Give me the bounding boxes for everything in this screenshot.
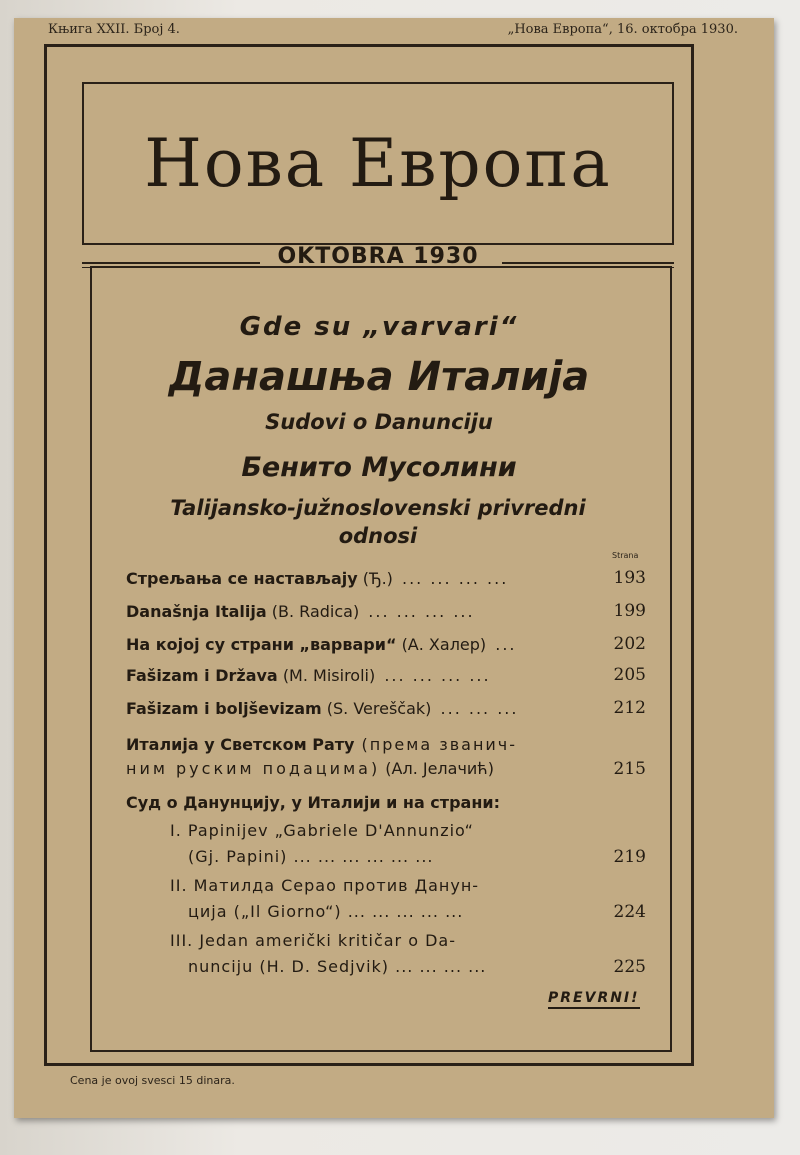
sub-line: nunciju (H. D. Sedjvik) ... ... ... ... bbox=[188, 957, 487, 976]
toc-entry bbox=[126, 698, 646, 719]
title-box bbox=[82, 82, 674, 245]
volume-issue: Књига XXII. Број 4. bbox=[48, 22, 180, 37]
toc-author: (B. Radica) bbox=[271, 602, 360, 621]
section-heading: Суд о Данунцију, у Италији и на страни: bbox=[126, 793, 500, 812]
headline-4: Бенито Мусолини bbox=[241, 452, 517, 483]
toc-entry bbox=[126, 634, 646, 655]
price-note: Cena je ovoj svesci 15 dinara. bbox=[70, 1074, 235, 1087]
toc-title: Današnja Italija bbox=[126, 602, 267, 621]
page-column-label: Strana bbox=[612, 551, 639, 560]
toc-author: (Ал. Јелачић) bbox=[380, 759, 494, 778]
toc-author: (M. Misiroli) bbox=[282, 666, 376, 685]
turn-over-note: PREVRNI! bbox=[548, 990, 640, 1009]
headline-2: Данашња Италија bbox=[168, 354, 590, 400]
toc-page: 199 bbox=[613, 601, 646, 621]
toc-author: (Ђ.) bbox=[362, 569, 393, 588]
leader-dots: ... ... ... ... bbox=[402, 569, 509, 588]
sub-line: II. Матилда Серао против Данун- bbox=[170, 876, 480, 895]
toc-title: Fašizam i Država bbox=[126, 666, 278, 685]
toc-title: Италија у Светском Рату bbox=[126, 735, 355, 754]
toc-page: 193 bbox=[613, 568, 646, 588]
sub-line: III. Jedan američki kritičar o Da- bbox=[170, 931, 456, 950]
headline-3: Sudovi o Danunciju bbox=[265, 410, 493, 434]
toc-page: 205 bbox=[613, 665, 646, 685]
toc-page: 202 bbox=[613, 634, 646, 654]
sub-line: (Gj. Papini) ... ... ... ... ... ... bbox=[188, 847, 434, 866]
toc-page: 215 bbox=[613, 759, 646, 779]
toc-page: 212 bbox=[613, 698, 646, 718]
issue-month: OKTOBRA 1930 bbox=[277, 244, 479, 269]
toc-title-cont: ним руским подацима) bbox=[126, 759, 381, 778]
headline-1: Gde su „varvari“ bbox=[239, 312, 519, 342]
leader-dots: ... ... ... ... bbox=[384, 666, 491, 685]
toc-subentry bbox=[170, 873, 646, 925]
divider bbox=[502, 262, 674, 268]
toc-subentry bbox=[170, 818, 646, 870]
magazine-title: Нова Европа bbox=[144, 125, 612, 202]
toc-title: На којој су страни „варвари“ bbox=[126, 635, 397, 654]
toc-title: Fašizam i boljševizam bbox=[126, 699, 322, 718]
toc-entry bbox=[126, 665, 646, 686]
leader-dots: ... bbox=[495, 635, 517, 654]
leader-dots: ... ... ... bbox=[440, 699, 519, 718]
publication-date: „Нова Европа“, 16. октобра 1930. bbox=[507, 22, 738, 37]
toc-author: (А. Халер) bbox=[401, 635, 487, 654]
dateline-bar bbox=[82, 238, 674, 278]
toc-entry bbox=[126, 601, 646, 622]
toc-author: (S. Vereščak) bbox=[326, 699, 432, 718]
toc-title: Стрељања се настављају bbox=[126, 569, 358, 588]
toc-title-cont: (према званич- bbox=[354, 735, 518, 754]
sub-line: I. Papinijev „Gabriele D'Annunzio“ bbox=[170, 821, 474, 840]
headline-5: Talijansko-južnoslovenski privredni odnosi bbox=[170, 496, 586, 548]
sub-line: ција („Il Giorno“) ... ... ... ... ... bbox=[188, 902, 464, 921]
toc-page: 219 bbox=[613, 847, 646, 867]
toc-entry bbox=[126, 733, 646, 781]
toc-subentry bbox=[170, 928, 646, 980]
toc-page: 225 bbox=[613, 957, 646, 977]
toc-entry bbox=[126, 568, 646, 589]
toc-page: 224 bbox=[613, 902, 646, 922]
leader-dots: ... ... ... ... bbox=[368, 602, 475, 621]
